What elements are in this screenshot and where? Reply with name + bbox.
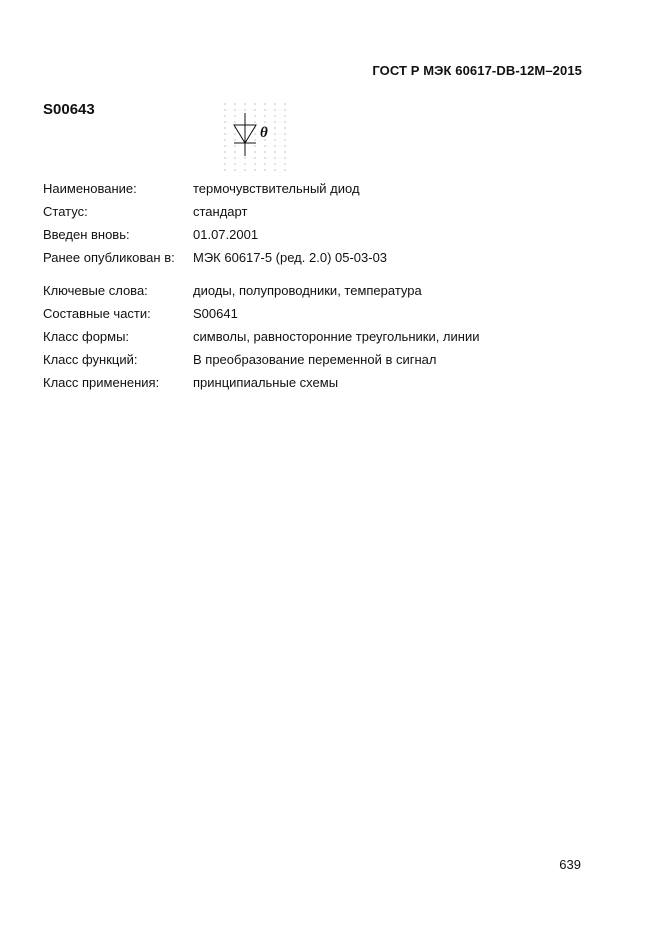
- thermally-sensitive-diode-icon: [224, 101, 288, 175]
- field-value: термочувствительный диод: [193, 181, 360, 196]
- field-label: Введен вновь:: [43, 227, 130, 242]
- field-value: В преобразование переменной в сигнал: [193, 352, 437, 367]
- field-value: символы, равносторонние треугольники, линии: [193, 329, 480, 344]
- field-label: Наименование:: [43, 181, 137, 196]
- field-label: Класс функций:: [43, 352, 138, 367]
- field-value: 01.07.2001: [193, 227, 259, 242]
- field-value: стандарт: [193, 204, 248, 219]
- field-value: принципиальные схемы: [193, 375, 339, 390]
- field-label: Ключевые слова:: [43, 283, 148, 298]
- field-label: Ранее опубликован в:: [43, 250, 175, 265]
- field-label: Класс применения:: [43, 375, 160, 390]
- symbol-code: S00643: [43, 101, 95, 118]
- diode-symbol: [234, 113, 256, 156]
- field-label: Класс формы:: [43, 329, 130, 344]
- symbol-grid-dots: [224, 103, 285, 170]
- field-label: Составные части:: [43, 306, 151, 321]
- field-label: Статус:: [43, 204, 88, 219]
- field-value: S00641: [193, 306, 238, 321]
- standard-designation: ГОСТ Р МЭК 60617-DB-12M–2015: [372, 63, 582, 78]
- symbol-graphic: [224, 101, 288, 175]
- field-value: МЭК 60617-5 (ред. 2.0) 05-03-03: [193, 250, 388, 265]
- page-number: 639: [559, 857, 581, 872]
- field-value: диоды, полупроводники, температура: [193, 283, 422, 298]
- theta-symbol: θ: [260, 125, 268, 141]
